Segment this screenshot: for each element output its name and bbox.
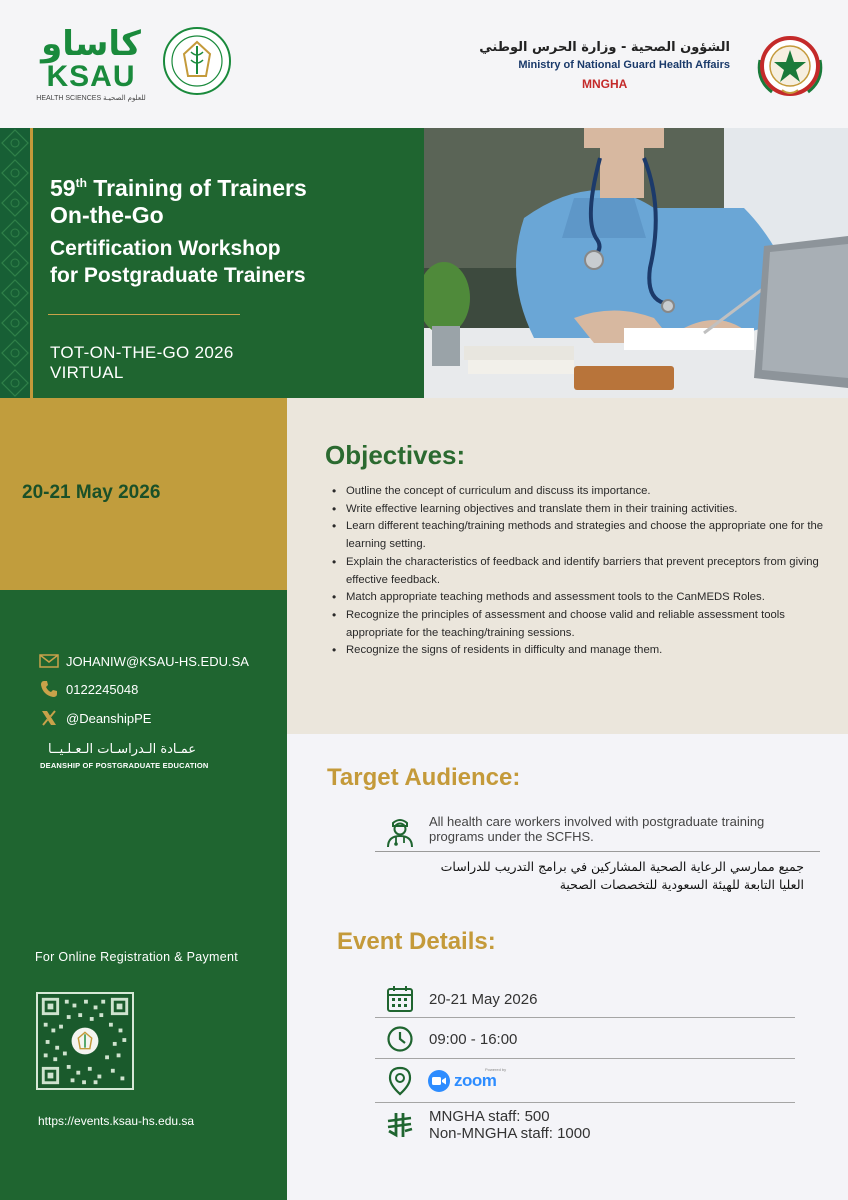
target-audience-arabic: جميع ممارسي الرعاية الصحية المشاركين في برامج التدريب للدراسات العليا التابعة للهيئة السعودية للتخصصات الصحية [440,859,804,892]
objective-item: • Write effective learning objectives and translate them in their training activities. [330,501,830,519]
phone-icon [38,680,60,698]
objective-item: • Recognize the principles of assessment and choose valid and reliable assessment tools appropriate for the teaching/training sessions. [330,607,830,642]
title-suffix: th [75,176,87,190]
university-seal-icon [162,26,232,96]
objectives-list [330,483,830,660]
zoom-wordmark: zoom [454,1071,497,1090]
title-number: 59 [50,175,76,201]
calendar-icon [384,985,416,1013]
riyal-icon [384,1111,416,1139]
program-label [50,343,234,383]
deanship-arabic: عمـادة الـدراسـات الـعـلـيــا [48,742,196,757]
phone-text[interactable]: 0122245048 [66,681,139,697]
x-logo-icon [38,709,60,727]
title-rest: Training of Trainers [86,175,307,201]
program-line1: TOT-ON-THE-GO 2026 [50,343,234,362]
clock-icon [384,1025,416,1053]
event-divider [375,1058,795,1059]
objectives-title: Objectives: [325,440,466,470]
header [0,0,848,128]
powered-by-label: Powered by [485,1067,507,1072]
event-date-highlight: 20-21 May 2026 [22,482,161,503]
subtitle-line1: Certification Workshop [50,237,281,260]
program-line2: VIRTUAL [50,363,124,382]
ministry-seal-icon [752,30,828,100]
objective-item: • Outline the concept of curriculum and discuss its importance. [330,483,830,501]
ksau-logo-english: KSAU [46,60,136,93]
ksau-logo-subtitle: HEALTH SCIENCES للعلوم الصحيـة [36,95,146,102]
fee-non-mngha: Non-MNGHA staff: 1000 [429,1125,591,1142]
ministry-block [479,40,730,91]
location-pin-icon [384,1066,416,1096]
subtitle-line2: for Postgraduate Trainers [50,264,306,287]
fee-mngha: MNGHA staff: 500 [429,1108,550,1125]
event-fees-row [384,1108,796,1142]
objective-item: • Explain the characteristics of feedback and identify barriers that prevent preceptors from giving effective feedback. [330,554,830,589]
email-text[interactable]: JOHANIW@KSAU-HS.EDU.SA [66,653,249,669]
hero-subtitle [50,235,420,289]
ministry-short: MNGHA [581,77,628,91]
event-fees [429,1108,590,1142]
nurse-photo [424,128,848,398]
target-audience-title: Target Audience: [327,764,521,791]
x-handle-text[interactable]: @DeanshipPE [66,710,152,726]
video-camera-icon [428,1070,450,1092]
hero-title [50,170,420,229]
contact-phone[interactable] [38,680,138,698]
doctor-icon [385,816,415,848]
event-platform-row [384,1066,796,1096]
event-divider [375,1017,795,1018]
registration-label: For Online Registration & Payment [35,950,239,964]
event-time-row [384,1025,796,1053]
objective-item: • Recognize the signs of residents in difficulty and manage them. [330,642,830,660]
registration-url[interactable]: https://events.ksau-hs.edu.sa [38,1114,195,1128]
ksau-logo-arabic: كاساو [41,24,141,64]
objective-item: • Match appropriate teaching methods and assessment tools to the CanMEDS Roles. [330,589,830,607]
contact-x[interactable] [38,709,151,727]
event-time: 09:00 - 16:00 [429,1030,518,1048]
deanship-english: DEANSHIP OF POSTGRADUATE EDUCATION [40,761,209,770]
zoom-logo [428,1070,496,1092]
envelope-icon [38,652,60,670]
registration-qr-code[interactable] [36,992,134,1090]
ksau-logo [30,26,152,102]
contact-email[interactable] [38,652,249,670]
ministry-arabic: الشؤون الصحية - وزارة الحرس الوطني [479,40,730,55]
event-details-title: Event Details: [337,928,496,955]
event-date: 20-21 May 2026 [429,990,538,1008]
ministry-english: Ministry of National Guard Health Affairs [518,59,730,71]
event-date-row [384,985,796,1013]
target-audience-english: All health care workers involved with postgraduate training programs under the SCFHS. [429,814,765,844]
decorative-pattern [0,128,30,398]
hero-divider [48,314,240,315]
target-audience-divider [375,851,820,852]
title-line2: On-the-Go [50,202,164,228]
objective-item: • Learn different teaching/training methods and strategies and choose the appropriate one for the learning setting. [330,518,830,553]
event-divider [375,1102,795,1103]
